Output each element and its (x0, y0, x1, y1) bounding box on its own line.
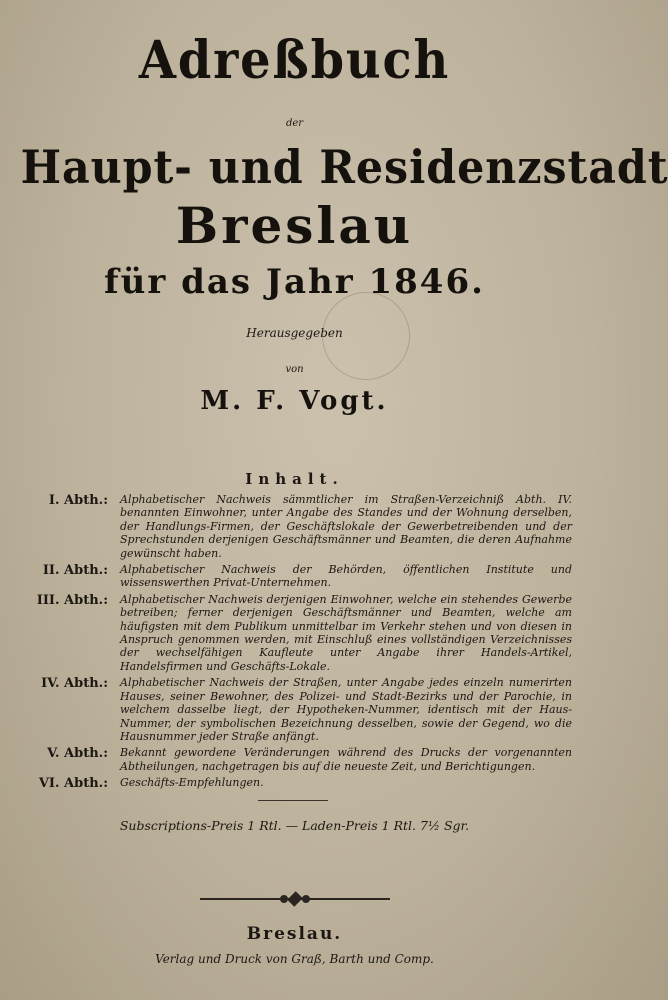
ornamental-rule-center (287, 891, 303, 907)
editor-name: M. F. Vogt. (200, 386, 389, 416)
title-adressbuch: Adreßbuch (138, 30, 451, 91)
contents-item-text: Alphabetischer Nachweis der Straßen, unter Angabe jedes einzeln numerirten Hauses, seiner Bewohner, des Polizei- und Stadt-Bezirks und der Parochie, in welchem dasselbe liegt, der Hypotheken-Nummer, identisch mit der Haus-Nummer, der symbolischen Bezeichnung desselben, sowie der Gegend, wo die Hausnummer jeder Straße anfängt. (120, 676, 572, 743)
title-haupt-und-residenzstadt: Haupt- und Residenzstadt (20, 140, 668, 194)
contents-heading: Inhalt. (245, 470, 344, 488)
editor-herausgegeben: Herausgegeben (246, 326, 343, 340)
contents-item-label: IV. Abth.: (41, 676, 108, 692)
contents-item (20, 776, 572, 792)
contents-item-label: III. Abth.: (36, 592, 108, 608)
contents-item-text: Alphabetischer Nachweis derjenigen Einwohner, welche ein stehendes Gewerbe betreiben; ferner derjenigen Geschäftsmänner und Beamten, welche am häufigsten mit dem Publikum unmittelbar im Verkehr stehen und von diesen in Anspruch genommen werden, mit Einschluß eines vollständigen Verzeichnisses der wechselfähigen Kaufleute unter Angabe ihrer Handels-Artikel, Handelsfirmen und Geschäfts-Lokale. (120, 592, 572, 673)
contents-item-label: V. Abth.: (47, 746, 108, 762)
contents-item-text: Alphabetischer Nachweis sämmtlicher im Straßen-Verzeichniß Abth. IV. benannten Einwohner, unter Angabe des Standes und der Wohnung derselben, der Handlungs-Firmen, der Geschäftslokale der Gewerbetreibenden und der Sprechstunden derjenigen Geschäftsmänner und Beamten, die deren Aufnahme gewünscht haben. (120, 493, 572, 560)
divider-short (258, 800, 328, 801)
contents-item (20, 593, 572, 673)
title-year: für das Jahr 1846. (104, 262, 485, 302)
contents-item-text: Alphabetischer Nachweis der Behörden, öffentlichen Institute und wissenswerthen Privat-Unternehmen. (120, 563, 572, 590)
contents-item-label: II. Abth.: (42, 563, 108, 579)
contents-item (20, 676, 572, 743)
title-der: der (285, 118, 304, 129)
contents-item-label: VI. Abth.: (38, 776, 108, 792)
imprint-city: Breslau. (246, 924, 343, 944)
title-breslau: Breslau (175, 196, 414, 255)
contents-item-text: Geschäfts-Empfehlungen. (120, 776, 264, 790)
price-line: Subscriptions-Preis 1 Rtl. — Laden-Preis 1 Rtl. 7½ Sgr. (119, 818, 470, 833)
contents-list (20, 493, 572, 793)
contents-item (20, 493, 572, 560)
contents-item-text: Bekannt gewordene Veränderungen während des Drucks der vorgenannten Abtheilungen, nachgetragen bis auf die neueste Zeit, und Berichtigungen. (120, 746, 572, 773)
imprint-publisher: Verlag und Druck von Graß, Barth und Comp. (155, 952, 434, 966)
editor-von: von (285, 364, 304, 375)
contents-item (20, 746, 572, 773)
contents-item-label: I. Abth.: (48, 493, 108, 508)
contents-item (20, 563, 572, 590)
